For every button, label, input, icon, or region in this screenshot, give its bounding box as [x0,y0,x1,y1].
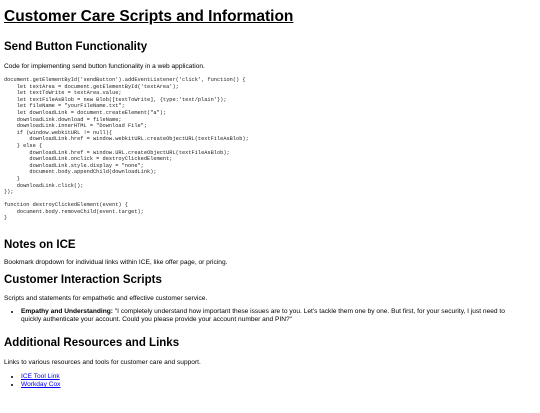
notes-ice-description: Bookmark dropdown for individual links within ICE, like offer page, or pricing. [4,259,228,267]
list-item [21,381,536,389]
interaction-scripts-list [4,308,536,324]
page-title: Customer Care Scripts and Information [4,8,294,25]
resources-heading: Additional Resources and Links [4,337,180,350]
interaction-scripts-description: Scripts and statements for empathetic and effective customer service. [4,295,208,303]
resources-link-list [4,373,536,389]
notes-ice-heading: Notes on ICE [4,239,76,252]
send-button-heading: Send Button Functionality [4,41,148,53]
resources-description: Links to various resources and tools for customer care and support. [4,359,201,367]
interaction-scripts-heading: Customer Interaction Scripts [4,274,162,287]
script-label: Empathy and Understanding: [21,308,113,316]
script-text: "I completely understand how important these issues are to you. Let's tackle them one by one. But first, for your security, I just need to quickly authenticate your account. Could you please provide your account number and PIN?" [21,308,505,324]
send-button-description: Code for implementing send button functionality in a web application. [4,63,205,70]
list-item [21,308,536,324]
ice-tool-link[interactable]: ICE Tool Link [21,373,60,381]
send-button-code-block: document.getElementById('sendButton').addEventListener('click', function() { let textArea = document.getElementById('textArea'); let textToWrite = textArea.value; let textFileAsBlob = new Blob([textToWrite], {type:'text/plain'}); let fileName = "yourFileName.txt"; let downloadLink = document.createElement("a"); downloadLink.download = fileName; downloadLink.innerHTML = "Download File"; if (window.webkitURL != null){ downloadLink.href = window.webkitURL.createObjectURL(textFileAsBlob); } else { downloadLink.href = window.URL.createObjectURL(textFileAsBlob); downloadLink.onclick = destroyClickedElement; downloadLink.style.display = "none"; document.body.appendChild(downloadLink); } downloadLink.click(); }); function destroyClickedElement(event) { document.body.removeChild(event.target); } [4,77,249,222]
list-item [21,373,536,381]
workday-cox-link[interactable]: Workday Cox [21,381,61,389]
